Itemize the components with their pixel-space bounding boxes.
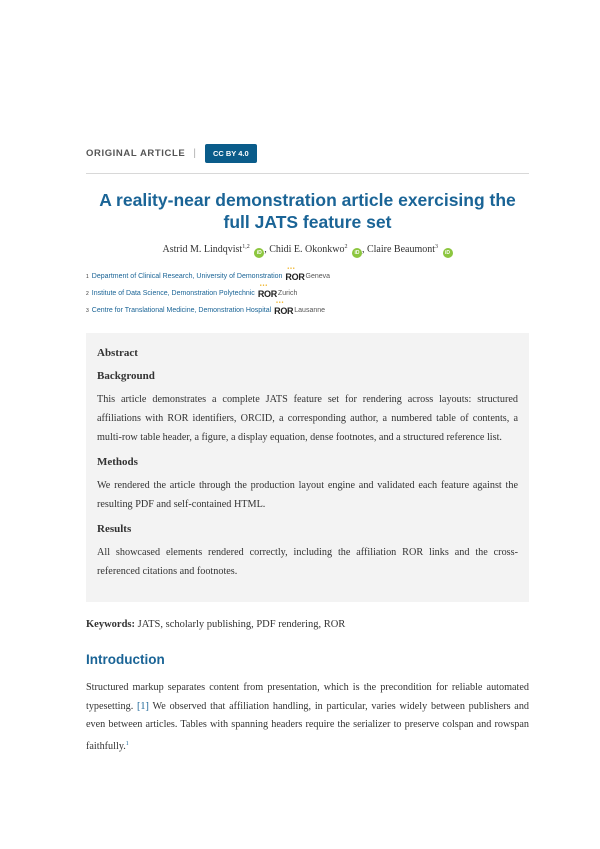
affiliation-city: Lausanne <box>294 307 326 314</box>
author-affil-ref[interactable]: 2 <box>344 244 348 250</box>
author-list: Astrid M. Lindqvist$^{1,2}$ iD , Chidi E. Okonkwo$^2$ iD , Claire Beaumont$^3$ iD <box>86 244 529 258</box>
footnote-link[interactable]: 1 <box>125 740 129 747</box>
orcid-icon[interactable]: iD <box>352 248 362 258</box>
orcid-icon[interactable]: iD <box>443 248 453 258</box>
introduction-paragraph <box>86 679 529 756</box>
meta-separator: | <box>193 147 196 159</box>
affiliation-item <box>86 268 529 285</box>
author-name[interactable]: Claire Beaumont <box>366 244 436 255</box>
affiliation-item <box>86 302 529 319</box>
ror-icon[interactable]: ••• ROR <box>258 289 277 299</box>
affiliation-list <box>86 268 529 319</box>
author-name[interactable]: Chidi E. Okonkwo <box>269 244 345 255</box>
header-divider <box>86 173 529 174</box>
license-badge[interactable]: CC BY 4.0 <box>205 144 257 163</box>
introduction-heading: Introduction <box>86 652 165 667</box>
title-line-1: A reality-near demonstration article exercising the <box>99 190 516 210</box>
affiliation-number: 2 <box>86 290 89 297</box>
ror-icon[interactable]: ••• ROR <box>285 272 304 282</box>
affiliation-link[interactable]: Department of Clinical Research, University of Demonstration <box>91 273 283 280</box>
author-affil-ref[interactable]: 1,2 <box>242 244 250 250</box>
affiliation-link[interactable]: Institute of Data Science, Demonstration Polytechnic <box>91 290 255 297</box>
keywords-line <box>86 619 529 630</box>
affiliation-number: 3 <box>86 307 89 314</box>
affiliation-city: Zurich <box>277 290 298 297</box>
citation-link[interactable]: [1] <box>137 700 149 712</box>
background-heading: Background <box>97 370 155 382</box>
methods-heading: Methods <box>97 456 138 468</box>
orcid-icon[interactable]: iD <box>254 248 264 258</box>
article-type-label: ORIGINAL ARTICLE <box>86 147 186 159</box>
author-affil-ref[interactable]: 3 <box>435 244 439 250</box>
ror-icon[interactable]: ••• ROR <box>274 306 293 316</box>
article-title <box>86 189 529 233</box>
keywords-label: Keywords: <box>86 619 135 630</box>
author-name[interactable]: Astrid M. Lindqvist <box>162 244 243 255</box>
abstract-box <box>86 333 529 602</box>
abstract-heading: Abstract <box>97 347 138 359</box>
affiliation-number: 1 <box>86 273 89 280</box>
results-heading: Results <box>97 523 132 535</box>
methods-text: We rendered the article through the production layout engine and validated each feature against the resulting PDF and self-contained HTML. <box>97 480 518 510</box>
intro-text-part-1: Structured markup separates content from presentation, which is the precondition for reliable automated typesetting. <box>86 682 529 712</box>
article-meta-row <box>86 142 529 164</box>
title-line-2: full JATS feature set <box>223 212 392 232</box>
affiliation-item <box>86 285 529 302</box>
results-text: All showcased elements rendered correctly, including the affiliation ROR links and the cross-referenced citations and footnotes. <box>97 547 518 577</box>
keywords-text: JATS, scholarly publishing, PDF rendering, ROR <box>137 619 346 630</box>
affiliation-link[interactable]: Centre for Translational Medicine, Demonstration Hospital <box>91 307 272 314</box>
affiliation-city: Geneva <box>305 273 331 280</box>
background-text: This article demonstrates a complete JATS feature set for rendering across layouts: structured affiliations with ROR identifiers, ORCID, a corresponding author, a numbered table of contents, a multi-row table header, a figure, a display equation, dense footnotes, and a structured reference list. <box>97 394 518 443</box>
intro-text-part-2: We observed that affiliation handling, in particular, varies widely between publishers and even between articles. Tables with spanning headers require the serializer to preserve colspan and rowspan faithfully. <box>86 700 530 752</box>
